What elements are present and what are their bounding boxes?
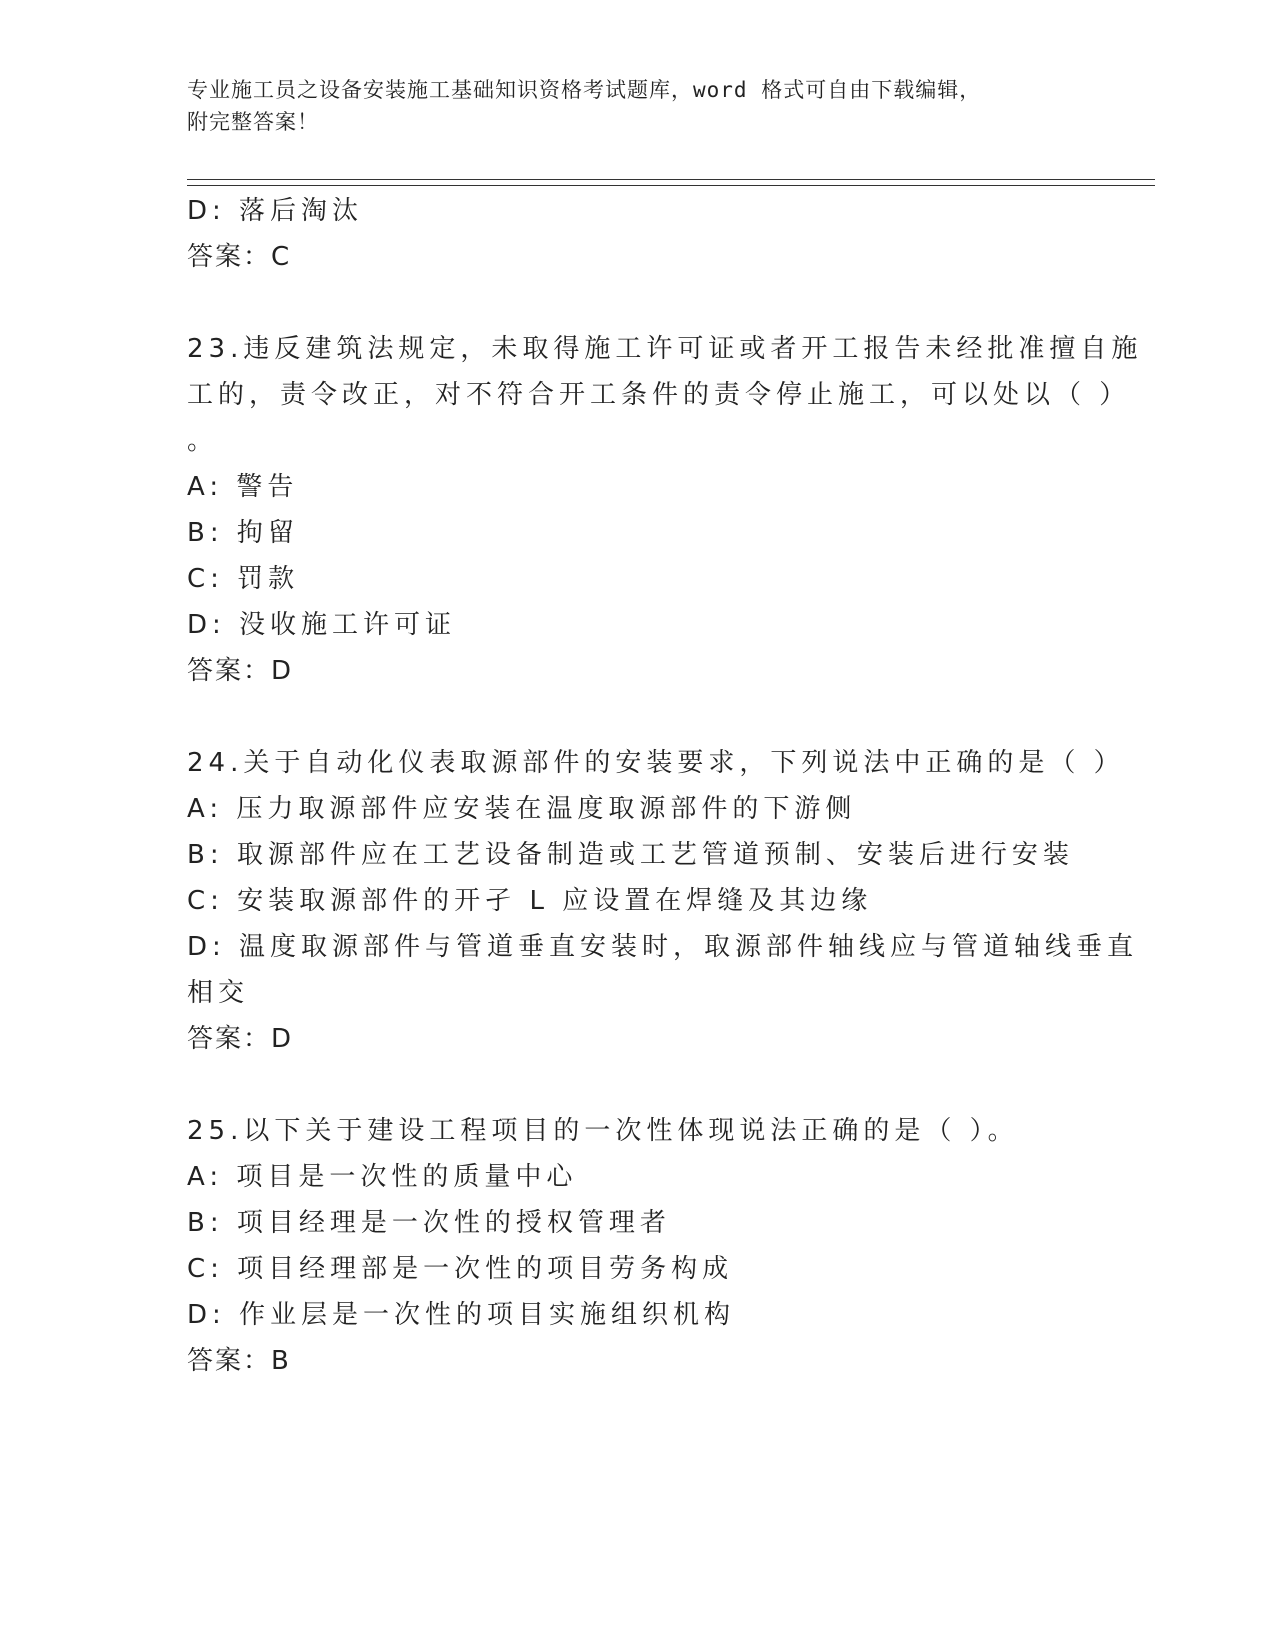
question-24-stem: 24.关于自动化仪表取源部件的安装要求，下列说法中正确的是（ ） xyxy=(187,748,1125,778)
document-header xyxy=(187,74,1087,138)
header-line-1: 专业施工员之设备安装施工基础知识资格考试题库，word 格式可自由下载编辑， xyxy=(187,78,982,102)
question-25 xyxy=(187,1108,1087,1384)
question-25-answer: 答案：B xyxy=(187,1346,291,1376)
question-25-option-a: A: 项目是一次性的质量中心 xyxy=(187,1162,578,1192)
question-23-option-a: A: 警告 xyxy=(187,472,299,502)
question-23-answer: 答案：D xyxy=(187,656,294,686)
question-23-option-b: B: 拘留 xyxy=(187,518,299,548)
question-24-option-c: C: 安装取源部件的开孑 L 应设置在焊缝及其边缘 xyxy=(187,886,873,916)
question-23-option-c: C: 罚款 xyxy=(187,564,300,594)
question-25-option-c: C: 项目经理部是一次性的项目劳务构成 xyxy=(187,1254,734,1284)
question-24 xyxy=(187,740,1139,1062)
question-24-option-d-continued: 相交 xyxy=(187,978,250,1008)
question-24-option-b: B: 取源部件应在工艺设备制造或工艺管道预制、安装后进行安装 xyxy=(187,840,1074,870)
question-23-stem-line-1: 23.违反建筑法规定，未取得施工许可证或者开工报告未经批准擅自施 xyxy=(187,334,1143,364)
question-23 xyxy=(187,326,1143,694)
question-23-option-d: D: 没收施工许可证 xyxy=(187,610,457,640)
question-24-answer: 答案：D xyxy=(187,1024,294,1054)
question-25-option-b: B: 项目经理是一次性的授权管理者 xyxy=(187,1208,671,1238)
prev-question-answer: 答案：C xyxy=(187,242,292,272)
question-24-option-d: D: 温度取源部件与管道垂直安装时，取源部件轴线应与管道轴线垂直 xyxy=(187,932,1139,962)
question-23-stem-line-3: 。 xyxy=(187,426,219,456)
header-rule-bottom xyxy=(187,185,1155,186)
header-rule-top xyxy=(187,179,1155,180)
question-24-option-a: A: 压力取源部件应安装在温度取源部件的下游侧 xyxy=(187,794,857,824)
document-body xyxy=(187,188,1143,1384)
question-25-option-d: D: 作业层是一次性的项目实施组织机构 xyxy=(187,1300,736,1330)
header-line-2: 附完整答案！ xyxy=(187,110,319,134)
question-23-stem-line-2: 工的，责令改正，对不符合开工条件的责令停止施工，可以处以（ ） xyxy=(187,380,1131,410)
prev-question-option-d: D: 落后淘汰 xyxy=(187,196,364,226)
question-25-stem: 25.以下关于建设工程项目的一次性体现说法正确的是（ ）。 xyxy=(187,1116,1019,1146)
